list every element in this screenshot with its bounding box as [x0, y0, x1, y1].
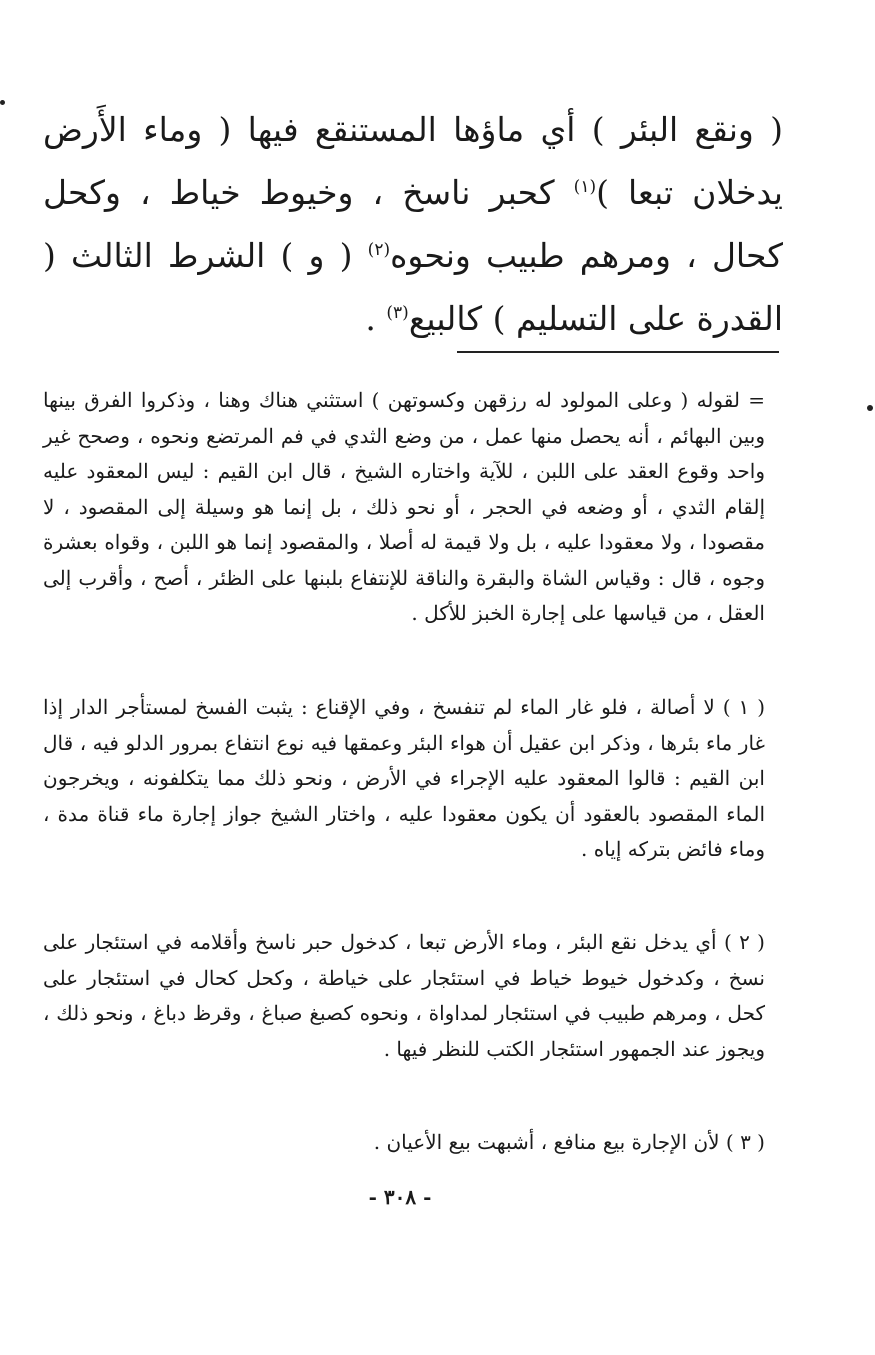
main-paragraph: [43, 98, 783, 350]
main-text: [43, 98, 783, 350]
scan-speck: [0, 100, 5, 105]
scan-speck: [867, 405, 873, 411]
footnote-ref: (٢): [367, 240, 391, 260]
main-text-segment: ( و ) الشرط الثالث ( القدرة على التسليم ) كالبيع: [43, 236, 783, 338]
footnote-continuation: = لقوله ( وعلى المولود له رزقهن وكسوتهن ) استثني هناك وهنا ، وذكروا الفرق بينها وبين البهائم ، أنه يحصل منها عمل ، من وضع الثدي في فم المرتضع ونحوه ، وصحح غير واحد وقوع العقد على اللبن ، للآية واختاره الشيخ ، قال ابن القيم : ليس المعقود عليه إلقام الثدي ، أو وضعه في الحجر ، أو نحو ذلك ، بل إنما هو وسيلة إلى المقصود ، لا مقصودا ، ولا معقودا عليه ، بل ولا قيمة له أصلا ، والمقصود إنما هو اللبن ، وقواه بعشرة وجوه ، قال : وقياس الشاة والبقرة والناقة للإنتفاع بلبنها على الظئر ، أصح ، وأقرب إلى العقل ، من قياسها على إجارة الخبز للأكل .: [43, 388, 765, 625]
footnote-1: ( ١ ) لا أصالة ، فلو غار الماء لم تنفسخ ، وفي الإقناع : يثبت الفسخ لمستأجر الدار إذا غار ماء بئرها ، وذكر ابن عقيل أن هواء البئر وعمقها فيه نوع انتفاع بمرور الدلو فيه ، قال ابن القيم : قالوا المعقود عليه الإجراء في الأرض ، ونحو ذلك مما يتكلفونه ، ويخرجون الماء المقصود بالعقود أن يكون معقودا عليه ، واختار الشيخ جواز إجارة ماء قناة مدة ، وماء فائض بتركه إياه .: [43, 695, 765, 861]
main-text-segment: ( ونقع البئر ) أي ماؤها المستنقع فيها ( وماء الأَرض يدخلان تبعا ): [43, 110, 783, 212]
main-text-end: .: [365, 299, 387, 338]
footnote-separator: [457, 351, 779, 353]
footnote-ref: (٣): [386, 303, 409, 323]
footnote-ref: (١): [573, 177, 597, 197]
footnote-3: ( ٣ ) لأن الإجارة بيع منافع ، أشبهت بيع الأعيان .: [373, 1130, 765, 1154]
footnote-2: ( ٢ ) أي يدخل نقع البئر ، وماء الأرض تبعا ، كدخول حبر ناسخ وأقلامه في استئجار على نسخ ، وكدخول خيوط خياط في استئجار على خياطة ، وكحل كحال في استئجار على كحل ، ومرهم طبيب في استئجار لمداواة ، ونحوه كصبغ صباغ ، وقرظ دباغ ، ونحو ذلك ، ويجوز عند الجمهور استئجار الكتب للنظر فيها .: [43, 930, 766, 1061]
main-text-segment: كحبر ناسخ ، وخيوط خياط ، وكحل كحال ، ومرهم طبيب ونحوه: [43, 173, 783, 275]
page-number: - ٣٠٨ -: [368, 1185, 432, 1209]
